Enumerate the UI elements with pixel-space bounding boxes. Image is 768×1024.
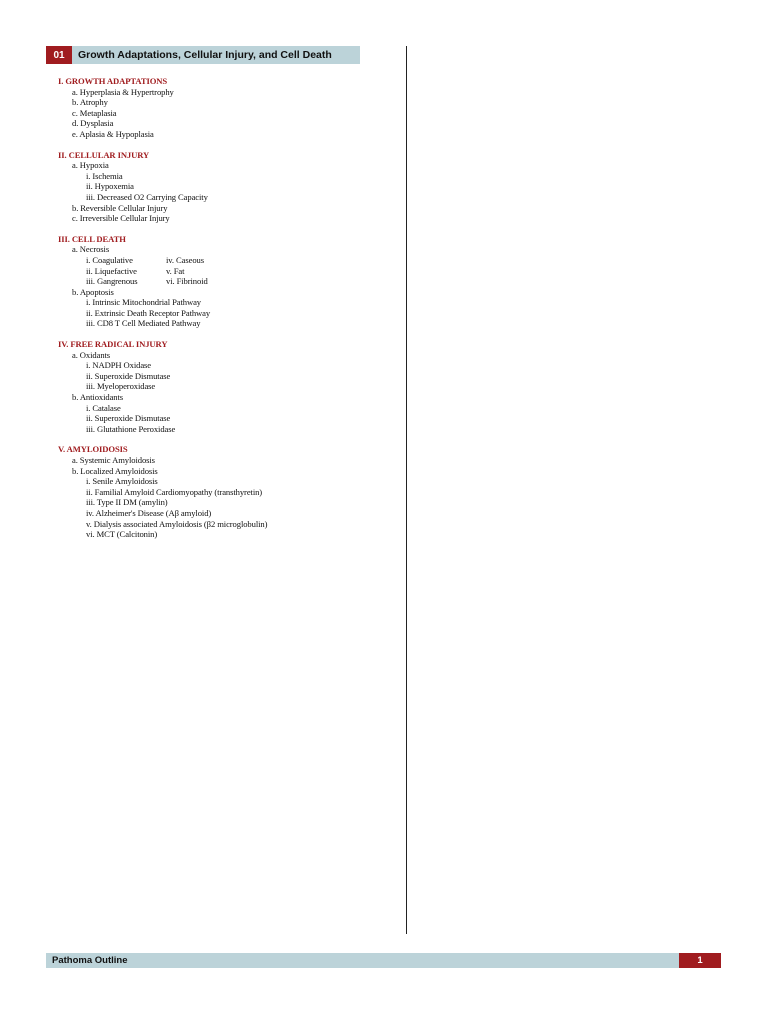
outline-subitem: v. Dialysis associated Amyloidosis (β2 microglobulin): [86, 518, 268, 529]
outline-item: b. Apoptosis: [72, 286, 114, 297]
outline-item: a. Hyperplasia & Hypertrophy: [72, 86, 174, 97]
outline-subitem: i. Intrinsic Mitochondrial Pathway: [86, 297, 201, 308]
chapter-title: Growth Adaptations, Cellular Injury, and Cell Death: [78, 49, 332, 61]
chapter-number: 01: [46, 46, 72, 64]
outline-subitem: iii. Decreased O2 Carrying Capacity: [86, 191, 208, 202]
outline-subitem: iii. Glutathione Peroxidase: [86, 423, 176, 434]
outline-item: b. Localized Amyloidosis: [72, 465, 158, 476]
necrosis-types-left: [86, 255, 166, 287]
outline-item: d. Dysplasia: [72, 118, 114, 129]
outline-item: a. Oxidants: [72, 349, 111, 360]
outline-item: e. Aplasia & Hypoplasia: [72, 128, 154, 139]
section-title: I. GROWTH ADAPTATIONS: [58, 76, 168, 86]
outline-subitem: i. Ischemia: [86, 170, 123, 181]
outline-subitem: iii. Gangrenous: [86, 276, 138, 287]
outline-subitem: i. Catalase: [86, 402, 121, 413]
outline-subitem: ii. Extrinsic Death Receptor Pathway: [86, 307, 211, 318]
outline-subitem: ii. Superoxide Dismutase: [86, 413, 171, 424]
outline-subitem: v. Fat: [166, 265, 185, 276]
outline-item: b. Antioxidants: [72, 392, 124, 403]
necrosis-types-right: [166, 255, 208, 287]
outline-subitem: iii. Myeloperoxidase: [86, 381, 156, 392]
outline-item: a. Systemic Amyloidosis: [72, 455, 155, 465]
necrosis-types: [58, 255, 398, 287]
chapter-header: [46, 46, 360, 64]
section-free-radical-injury: [58, 339, 398, 434]
outline-subitem: iv. Alzheimer's Disease (Aβ amyloid): [86, 507, 212, 518]
outline: [58, 76, 398, 550]
outline-item: b. Atrophy: [72, 97, 108, 108]
outline-subitem: vi. MCT (Calcitonin): [86, 529, 158, 540]
section-title: II. CELLULAR INJURY: [58, 149, 150, 160]
outline-item: a. Hypoxia: [72, 160, 109, 171]
outline-item: a. Necrosis: [72, 244, 110, 255]
section-title: V. AMYLOIDOSIS: [58, 444, 128, 455]
section-title: IV. FREE RADICAL INJURY: [58, 339, 168, 350]
outline-item: c. Irreversible Cellular Injury: [72, 213, 170, 224]
outline-subitem: iv. Caseous: [166, 254, 204, 265]
outline-subitem: i. NADPH Oxidase: [86, 360, 151, 371]
outline-subitem: iii. CD8 T Cell Mediated Pathway: [86, 318, 201, 329]
section-amyloidosis: [58, 444, 398, 539]
outline-subitem: iii. Type II DM (amylin): [86, 497, 168, 508]
section-title: III. CELL DEATH: [58, 233, 126, 244]
section-cellular-injury: [58, 150, 398, 224]
footer-label: Pathoma Outline: [52, 955, 128, 966]
outline-subitem: vi. Fibrinoid: [166, 276, 208, 287]
page-number: 1: [679, 953, 721, 968]
footer: [46, 953, 721, 968]
outline-subitem: i. Senile Amyloidosis: [86, 476, 158, 487]
section-growth-adaptations: [58, 76, 398, 140]
outline-subitem: ii. Familial Amyloid Cardiomyopathy (transthyretin): [86, 486, 263, 497]
outline-subitem: ii. Liquefactive: [86, 265, 137, 276]
outline-item: c. Metaplasia: [72, 107, 117, 118]
outline-subitem: ii. Superoxide Dismutase: [86, 370, 171, 381]
outline-subitem: ii. Hypoxemia: [86, 181, 134, 192]
outline-subitem: i. Coagulative: [86, 254, 133, 265]
outline-item: b. Reversible Cellular Injury: [72, 202, 168, 213]
column-divider: [406, 46, 407, 934]
section-cell-death: [58, 234, 398, 329]
